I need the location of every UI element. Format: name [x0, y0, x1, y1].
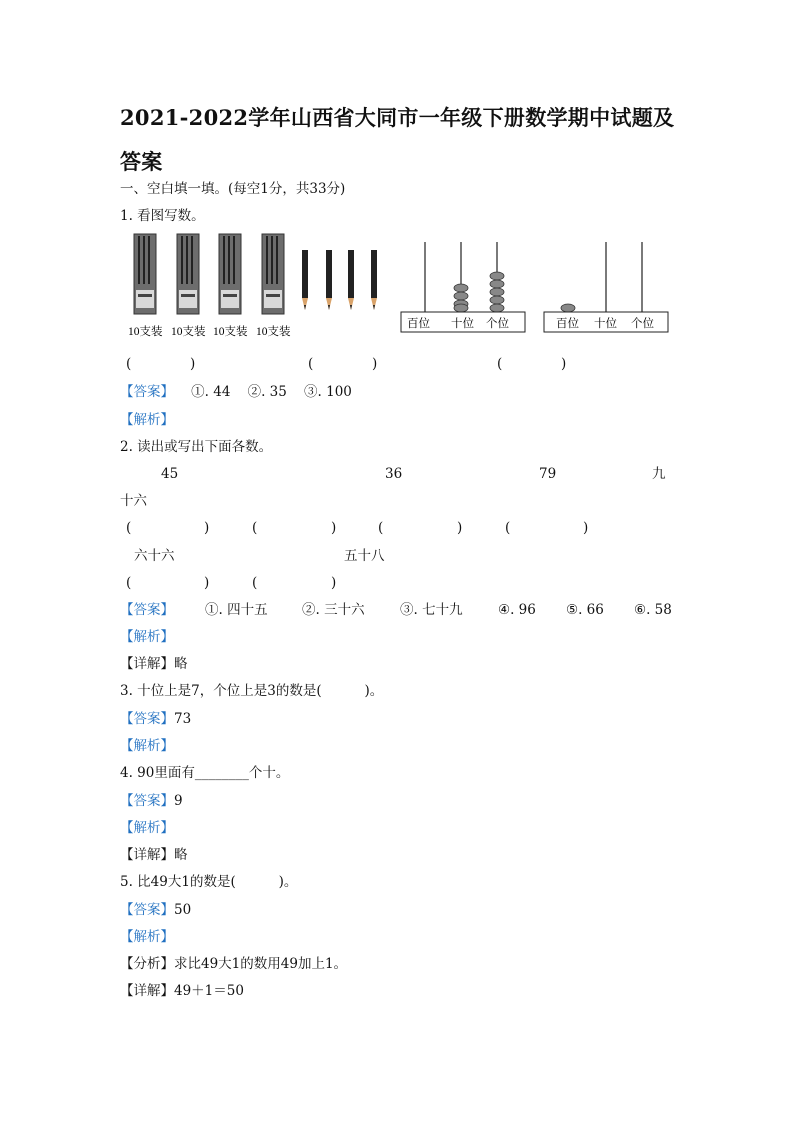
abacus-1: [401, 242, 525, 332]
q5-answer-tag: 【答案】: [120, 902, 174, 918]
q3-answer-tag: 【答案】: [120, 711, 174, 727]
q2-detail: 【详解】略: [120, 656, 188, 672]
q2-answer-1: ①. 四十五: [205, 602, 268, 618]
q2-blank-1-close: ): [204, 520, 210, 536]
pencil-bundle-1: [134, 234, 156, 314]
q4-answer-tag: 【答案】: [120, 793, 174, 809]
q1-analysis-tag: 【解析】: [120, 412, 174, 428]
abacus-2: [544, 242, 668, 332]
q2-blank-2-close: ): [331, 520, 337, 536]
question-4-stem: 4. 90里面有________个十。: [120, 765, 290, 781]
pencil-bundle-2: [177, 234, 199, 314]
bundle-label-2: 10支装: [171, 326, 206, 338]
q2-analysis-tag: 【解析】: [120, 629, 174, 645]
q4-analysis-tag: 【解析】: [120, 820, 174, 836]
q2-num-5: 六十六: [134, 548, 175, 564]
q2-num-1: 45: [161, 466, 179, 482]
section-heading: 一、空白填一填。(每空1分，共33分): [120, 181, 346, 197]
q1-blank-2-close: ): [372, 356, 378, 372]
q3-analysis-tag: 【解析】: [120, 738, 174, 754]
pencil-loose-3: [348, 250, 354, 310]
q5-answer-line: [120, 901, 191, 919]
abacus-1-label-ones: 个位: [486, 318, 509, 330]
q1-blank-3-open: (: [497, 356, 503, 372]
q2-num-2: 36: [385, 466, 403, 482]
q2-blank-4-open: (: [505, 520, 511, 536]
abacus-1-label-tens: 十位: [451, 318, 474, 330]
q2-num-3: 79: [539, 466, 557, 482]
q2-answer-3: ③. 七十九: [400, 602, 463, 618]
q2-answer-5: ⑤. 66: [566, 602, 604, 618]
abacus-2-label-tens: 十位: [594, 318, 617, 330]
q1-answer: ①. 44 ②. 35 ③. 100: [191, 384, 352, 400]
q1-answer-line: [120, 383, 352, 401]
q4-answer: 9: [174, 793, 183, 809]
q1-answer-tag: 【答案】: [120, 384, 174, 400]
q5-answer: 50: [174, 902, 192, 918]
pencil-loose-4: [371, 250, 377, 310]
pencil-loose-1: [302, 250, 308, 310]
question-2-stem: 2. 读出或写出下面各数。: [120, 439, 273, 455]
q2-blank-1-open: (: [126, 520, 132, 536]
abacus-1-label-hundreds: 百位: [407, 318, 430, 330]
q2-blank-5-open: (: [126, 575, 132, 591]
q4-answer-line: [120, 792, 183, 810]
q5-analysis-tag: 【解析】: [120, 929, 174, 945]
bundle-label-1: 10支装: [128, 326, 163, 338]
counting-figure: [120, 232, 680, 342]
q1-blank-1-close: ): [190, 356, 196, 372]
bundle-label-3: 10支装: [213, 326, 248, 338]
q2-blank-3-close: ): [457, 520, 463, 536]
q1-blank-2-open: (: [308, 356, 314, 372]
q2-blank-5-close: ): [204, 575, 210, 591]
q3-answer-line: [120, 710, 191, 728]
q4-detail: 【详解】略: [120, 847, 188, 863]
bundle-label-4: 10支装: [256, 326, 291, 338]
abacus-2-label-hundreds: 百位: [556, 318, 579, 330]
q2-answer-tag: 【答案】: [120, 602, 174, 618]
q2-blank-6-close: ): [331, 575, 337, 591]
q2-blank-4-close: ): [583, 520, 589, 536]
q2-blank-2-open: (: [252, 520, 258, 536]
question-3-stem: 3. 十位上是7，个位上是3的数是( )。: [120, 683, 384, 699]
q2-num-6: 五十八: [344, 548, 385, 564]
q3-answer: 73: [174, 711, 192, 727]
q5-detail: 【详解】49＋1＝50: [120, 983, 244, 999]
q1-blank-1-open: (: [126, 356, 132, 372]
pencil-loose-2: [326, 250, 332, 310]
q2-answer-6: ⑥. 58: [634, 602, 672, 618]
q1-blank-3-close: ): [561, 356, 567, 372]
pencil-bundle-3: [219, 234, 241, 314]
q2-blank-3-open: (: [378, 520, 384, 536]
pencil-bundle-4: [262, 234, 284, 314]
abacus-2-label-ones: 个位: [631, 318, 654, 330]
q2-num-4-wrap: 十六: [120, 493, 147, 509]
page-title: 2021-2022学年山西省大同市一年级下册数学期中试题及答案: [120, 105, 675, 174]
q5-fenxi: 【分析】求比49大1的数用49加上1。: [120, 956, 348, 972]
q2-blank-6-open: (: [252, 575, 258, 591]
question-1-stem: 1. 看图写数。: [120, 208, 205, 224]
question-1-figure: [120, 232, 680, 342]
q2-num-4-start: 九: [652, 466, 666, 482]
q2-answer-4: ④. 96: [498, 602, 536, 618]
question-5-stem: 5. 比49大1的数是( )。: [120, 874, 298, 890]
q2-answer-2: ②. 三十六: [302, 602, 365, 618]
